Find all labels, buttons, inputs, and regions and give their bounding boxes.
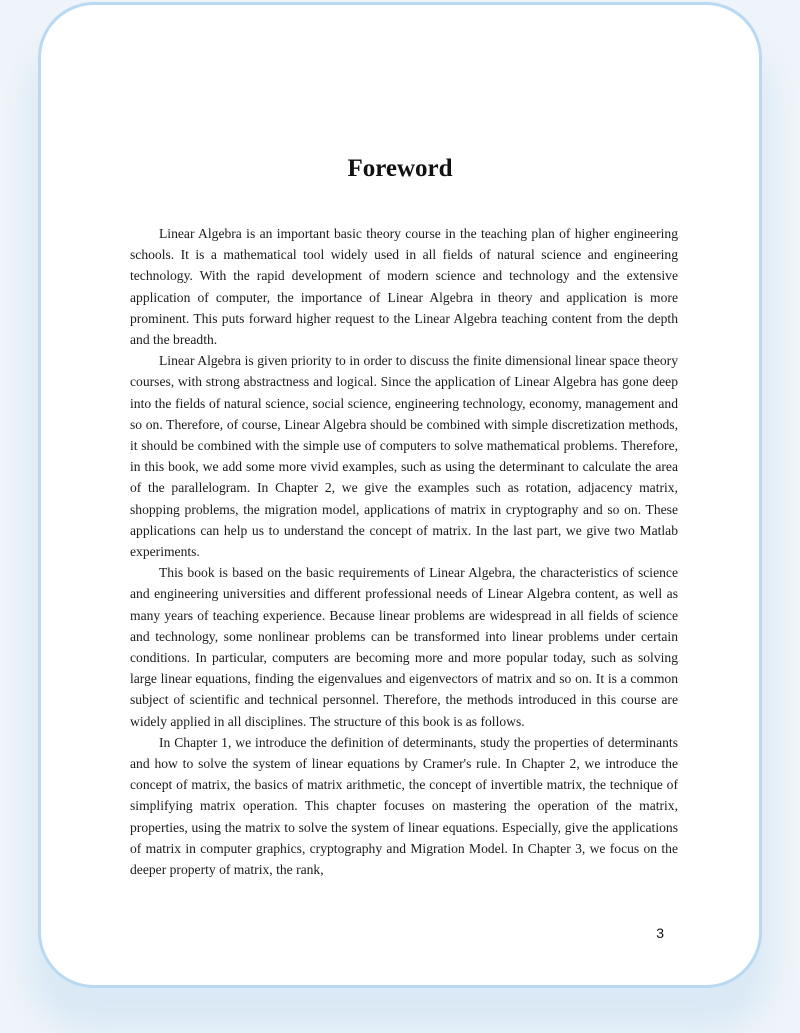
paragraph-2: Linear Algebra is given priority to in order to discuss the finite dimensional linear space theory courses, with strong abstractness and logical. Since the application of Linear Algebra has gone deep into the fields of natural science, social science, engineering technology, economy, management and so on. Therefore, of course, Linear Algebra should be combined with simple discretization methods, it should be combined with the simple use of computers to solve mathematical problems. Therefore, in this book, we add some more vivid examples, such as using the determinant to calculate the area of the parallelogram. In Chapter 2, we give the examples such as rotation, adjacency matrix, shopping problems, the migration model, applications of matrix in cryptography and so on. These applications can help us to understand the concept of matrix. In the last part, we give two Matlab experiments. [130,353,678,560]
paragraph-1: Linear Algebra is an important basic theory course in the teaching plan of higher engineering schools. It is a mathematical tool widely used in all fields of natural science and engineering technology. With the rapid development of modern science and technology and the extensive application of computer, the importance of Linear Algebra in theory and application is more prominent. This puts forward higher request to the Linear Algebra teaching content from the depth and the breadth. [130,226,678,348]
page-title: Foreword [347,155,453,182]
paragraph-4: In Chapter 1, we introduce the definition of determinants, study the properties of determinants and how to solve the system of linear equations by Cramer's rule. In Chapter 2, we introduce the concept of matrix, the basics of matrix arithmetic, the concept of invertible matrix, the technique of simplifying matrix operation. This chapter focuses on mastering the operation of the matrix, properties, using the matrix to solve the system of linear equations. Especially, give the applications of matrix in computer graphics, cryptography and Migration Model. In Chapter 3, we focus on the deeper property of matrix, the rank, [130,734,678,878]
document-page[interactable] [38,2,762,988]
paragraph-3: This book is based on the basic requirements of Linear Algebra, the characteristics of science and engineering universities and different professional needs of Linear Algebra content, as well as many years of teaching experience. Because linear problems are widespread in all fields of science and technology, some nonlinear problems can be transformed into linear problems under certain conditions. In particular, computers are becoming more and more popular today, such as solving large linear equations, finding the eigenvalues and eigenvectors of matrix and so on. It is a common subject of scientific and technical personnel. Therefore, the methods introduced in this course are widely applied in all disciplines. The structure of this book is as follows. [130,565,678,729]
page-number: 3 [656,925,664,941]
foreword-body [130,223,678,880]
